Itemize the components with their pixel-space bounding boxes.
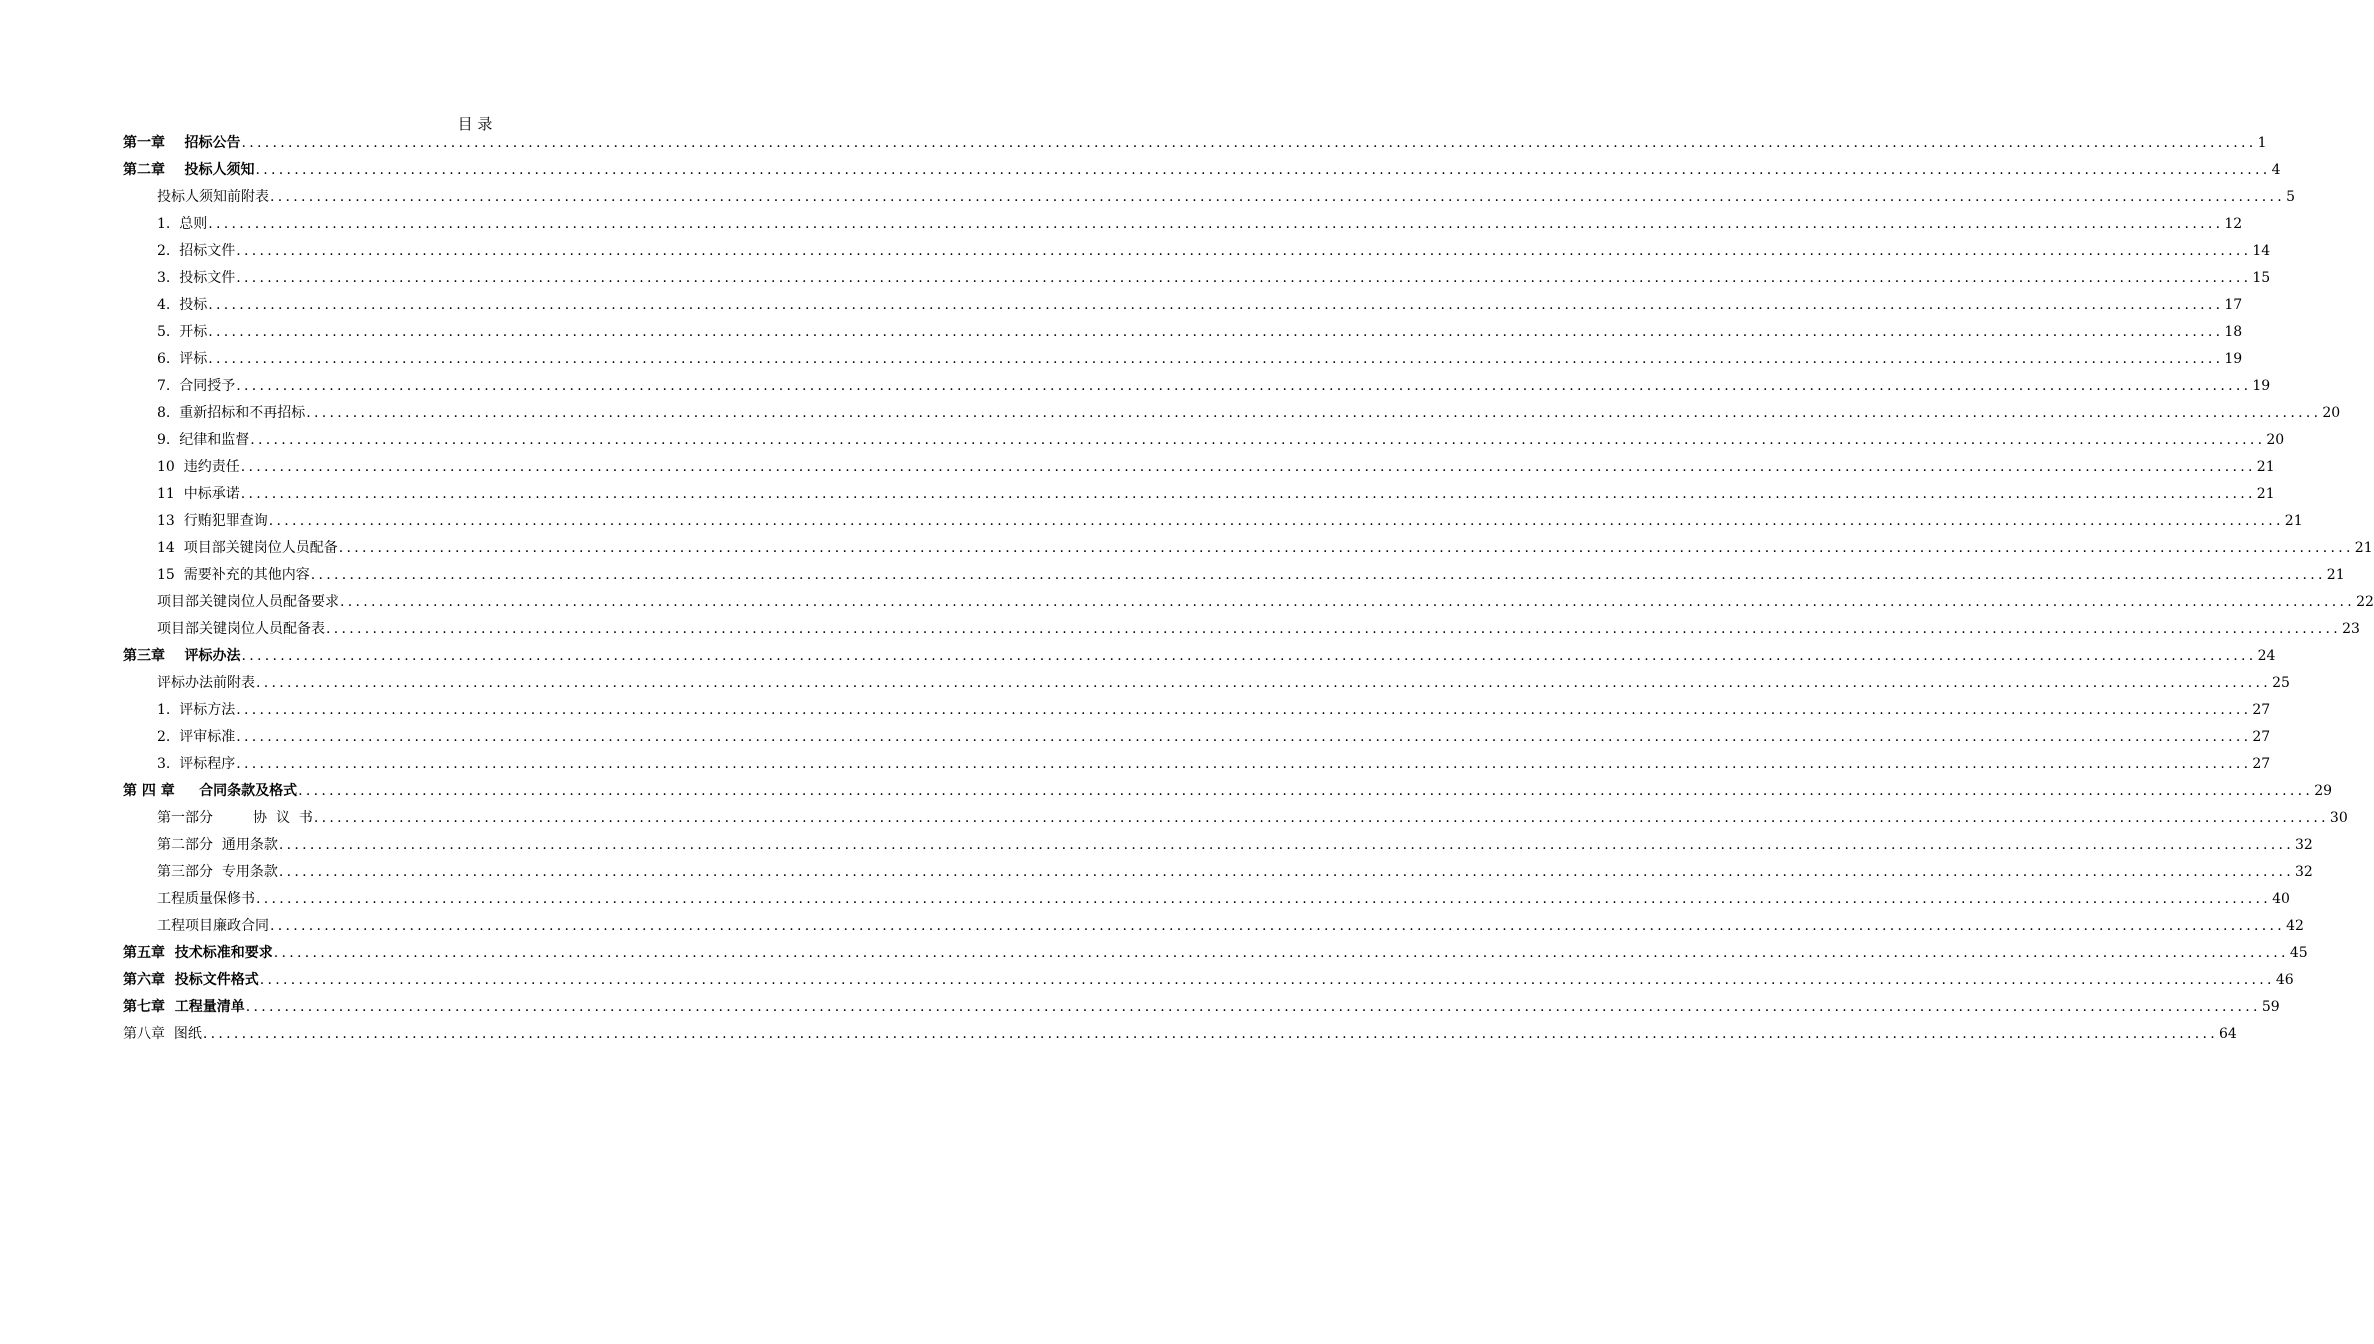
toc-entry[interactable] bbox=[123, 832, 2313, 859]
toc-entry[interactable] bbox=[123, 184, 2295, 211]
toc-entry-page-number: 17 bbox=[2224, 297, 2243, 313]
toc-entry-page-number: 30 bbox=[2329, 810, 2348, 826]
toc-entry-page-number: 32 bbox=[2294, 837, 2313, 853]
toc-entry-page-number: 46 bbox=[2275, 972, 2294, 988]
toc-entry[interactable] bbox=[123, 859, 2313, 886]
toc-entry-page-number: 27 bbox=[2252, 756, 2271, 772]
toc-entry-label: 9. 纪律和监督 bbox=[157, 432, 250, 448]
toc-dot-leader: .................................................................................................................................................................................................................................................................... bbox=[240, 459, 2256, 475]
toc-dot-leader: .................................................................................................................................................................................................................................................................... bbox=[273, 945, 2289, 961]
toc-entry-label: 第 四 章 合同条款及格式 bbox=[123, 783, 298, 799]
toc-dot-leader: .................................................................................................................................................................................................................................................................... bbox=[236, 270, 2252, 286]
toc-dot-leader: .................................................................................................................................................................................................................................................................... bbox=[240, 486, 2256, 502]
toc-dot-leader: .................................................................................................................................................................................................................................................................... bbox=[208, 297, 2224, 313]
toc-dot-leader: .................................................................................................................................................................................................................................................................... bbox=[256, 891, 2272, 907]
toc-entry-page-number: 5 bbox=[2286, 189, 2295, 205]
toc-entry-label: 1. 总则 bbox=[157, 216, 208, 232]
toc-entry[interactable] bbox=[123, 1021, 2237, 1048]
toc-dot-leader: .................................................................................................................................................................................................................................................................... bbox=[278, 864, 2294, 880]
toc-entry-page-number: 15 bbox=[2252, 270, 2271, 286]
toc-entry[interactable] bbox=[123, 508, 2303, 535]
toc-entry-label: 工程项目廉政合同 bbox=[157, 918, 269, 934]
toc-entry-label: 4. 投标 bbox=[157, 297, 208, 313]
toc-entry-page-number: 22 bbox=[2356, 594, 2374, 610]
table-of-contents bbox=[123, 130, 2374, 1048]
toc-entry[interactable] bbox=[123, 778, 2333, 805]
toc-dot-leader: .................................................................................................................................................................................................................................................................... bbox=[278, 837, 2294, 853]
toc-entry-page-number: 20 bbox=[2322, 405, 2341, 421]
toc-entry-label: 2. 招标文件 bbox=[157, 243, 236, 259]
toc-dot-leader: .................................................................................................................................................................................................................................................................... bbox=[306, 405, 2322, 421]
toc-entry-page-number: 23 bbox=[2342, 621, 2360, 637]
toc-dot-leader: .................................................................................................................................................................................................................................................................... bbox=[236, 378, 2252, 394]
toc-entry-page-number: 19 bbox=[2252, 378, 2271, 394]
toc-entry[interactable] bbox=[123, 346, 2243, 373]
toc-dot-leader: .................................................................................................................................................................................................................................................................... bbox=[340, 594, 2356, 610]
toc-entry-page-number: 18 bbox=[2224, 324, 2243, 340]
toc-entry[interactable] bbox=[123, 562, 2345, 589]
toc-dot-leader: .................................................................................................................................................................................................................................................................... bbox=[259, 972, 2275, 988]
toc-entry-label: 11 中标承诺 bbox=[157, 486, 240, 502]
toc-dot-leader: .................................................................................................................................................................................................................................................................... bbox=[245, 999, 2261, 1015]
toc-entry-page-number: 21 bbox=[2354, 540, 2373, 556]
toc-entry[interactable] bbox=[123, 724, 2271, 751]
toc-entry-page-number: 20 bbox=[2266, 432, 2285, 448]
toc-entry-label: 项目部关键岗位人员配备要求 bbox=[157, 594, 339, 610]
toc-dot-leader: .................................................................................................................................................................................................................................................................... bbox=[250, 432, 2266, 448]
toc-entry-page-number: 64 bbox=[2218, 1026, 2237, 1042]
toc-entry-page-number: 45 bbox=[2289, 945, 2308, 961]
toc-dot-leader: .................................................................................................................................................................................................................................................................... bbox=[270, 189, 2286, 205]
toc-entry-label: 第八章 图纸 bbox=[123, 1026, 202, 1042]
toc-entry[interactable] bbox=[123, 751, 2271, 778]
toc-entry-label: 第二部分 通用条款 bbox=[157, 837, 278, 853]
toc-dot-leader: .................................................................................................................................................................................................................................................................... bbox=[326, 621, 2342, 637]
toc-entry-page-number: 42 bbox=[2286, 918, 2304, 934]
toc-entry-page-number: 27 bbox=[2252, 729, 2271, 745]
toc-entry-label: 6. 评标 bbox=[157, 351, 208, 367]
toc-entry[interactable] bbox=[123, 697, 2271, 724]
toc-entry-label: 项目部关键岗位人员配备表 bbox=[157, 621, 325, 637]
toc-entry[interactable] bbox=[123, 427, 2285, 454]
toc-entry-label: 第六章 投标文件格式 bbox=[123, 972, 259, 988]
toc-entry[interactable] bbox=[123, 400, 2341, 427]
toc-entry-page-number: 24 bbox=[2257, 648, 2276, 664]
toc-entry[interactable] bbox=[123, 373, 2271, 400]
toc-entry-label: 3. 投标文件 bbox=[157, 270, 236, 286]
toc-dot-leader: .................................................................................................................................................................................................................................................................... bbox=[256, 675, 2272, 691]
toc-entry-label: 第二章 投标人须知 bbox=[123, 162, 255, 178]
toc-entry[interactable] bbox=[123, 967, 2294, 994]
toc-entry-page-number: 14 bbox=[2252, 243, 2271, 259]
toc-dot-leader: .................................................................................................................................................................................................................................................................... bbox=[338, 540, 2354, 556]
toc-entry-label: 7. 合同授予 bbox=[157, 378, 236, 394]
toc-entry[interactable] bbox=[123, 886, 2290, 913]
toc-entry[interactable] bbox=[123, 238, 2271, 265]
toc-entry-label: 第一章 招标公告 bbox=[123, 135, 241, 151]
toc-entry-label: 第七章 工程量清单 bbox=[123, 999, 245, 1015]
toc-entry[interactable] bbox=[123, 292, 2243, 319]
toc-entry-label: 第三部分 专用条款 bbox=[157, 864, 278, 880]
toc-entry-page-number: 12 bbox=[2224, 216, 2243, 232]
toc-dot-leader: .................................................................................................................................................................................................................................................................... bbox=[236, 243, 2252, 259]
toc-entry-page-number: 21 bbox=[2256, 486, 2275, 502]
toc-entry[interactable] bbox=[123, 994, 2280, 1021]
toc-dot-leader: .................................................................................................................................................................................................................................................................... bbox=[241, 135, 2257, 151]
toc-entry-label: 评标办法前附表 bbox=[157, 675, 255, 691]
toc-entry-label: 15 需要补充的其他内容 bbox=[157, 567, 310, 583]
toc-entry-page-number: 4 bbox=[2271, 162, 2281, 178]
toc-dot-leader: .................................................................................................................................................................................................................................................................... bbox=[236, 756, 2252, 772]
toc-dot-leader: .................................................................................................................................................................................................................................................................... bbox=[202, 1026, 2218, 1042]
toc-entry-page-number: 25 bbox=[2272, 675, 2290, 691]
toc-entry-page-number: 29 bbox=[2314, 783, 2333, 799]
toc-dot-leader: .................................................................................................................................................................................................................................................................... bbox=[310, 567, 2326, 583]
toc-entry-label: 投标人须知前附表 bbox=[157, 189, 269, 205]
toc-entry-page-number: 1 bbox=[2257, 135, 2267, 151]
toc-entry-label: 3. 评标程序 bbox=[157, 756, 236, 772]
toc-dot-leader: .................................................................................................................................................................................................................................................................... bbox=[241, 648, 2257, 664]
toc-entry-page-number: 59 bbox=[2261, 999, 2280, 1015]
toc-entry-label: 10 违约责任 bbox=[157, 459, 240, 475]
toc-entry-page-number: 27 bbox=[2252, 702, 2271, 718]
toc-entry-page-number: 40 bbox=[2272, 891, 2290, 907]
toc-entry-page-number: 21 bbox=[2326, 567, 2345, 583]
toc-dot-leader: .................................................................................................................................................................................................................................................................... bbox=[236, 729, 2252, 745]
toc-entry-label: 第一部分 协 议 书 bbox=[157, 810, 313, 826]
toc-entry[interactable] bbox=[123, 805, 2348, 832]
toc-entry-label: 14 项目部关键岗位人员配备 bbox=[157, 540, 338, 556]
toc-entry[interactable] bbox=[123, 265, 2271, 292]
toc-dot-leader: .................................................................................................................................................................................................................................................................... bbox=[268, 513, 2284, 529]
toc-entry-label: 第五章 技术标准和要求 bbox=[123, 945, 273, 961]
toc-entry[interactable] bbox=[123, 319, 2243, 346]
toc-entry[interactable] bbox=[123, 454, 2275, 481]
toc-entry-label: 13 行贿犯罪查询 bbox=[157, 513, 268, 529]
toc-title: 目 录 bbox=[457, 115, 493, 133]
toc-entry[interactable] bbox=[123, 481, 2275, 508]
toc-entry-label: 工程质量保修书 bbox=[157, 891, 255, 907]
toc-dot-leader: .................................................................................................................................................................................................................................................................... bbox=[255, 162, 2271, 178]
toc-entry[interactable] bbox=[123, 670, 2290, 697]
toc-dot-leader: .................................................................................................................................................................................................................................................................... bbox=[270, 918, 2286, 934]
toc-entry[interactable] bbox=[123, 913, 2304, 940]
toc-entry[interactable] bbox=[123, 616, 2360, 643]
toc-entry[interactable] bbox=[123, 535, 2373, 562]
toc-dot-leader: .................................................................................................................................................................................................................................................................... bbox=[236, 702, 2252, 718]
toc-entry[interactable] bbox=[123, 589, 2374, 616]
toc-entry[interactable] bbox=[123, 211, 2243, 238]
toc-entry-label: 2. 评审标准 bbox=[157, 729, 236, 745]
toc-dot-leader: .................................................................................................................................................................................................................................................................... bbox=[208, 216, 2224, 232]
toc-entry[interactable] bbox=[123, 157, 2281, 184]
toc-entry-label: 第三章 评标办法 bbox=[123, 648, 241, 664]
toc-dot-leader: .................................................................................................................................................................................................................................................................... bbox=[208, 351, 2224, 367]
toc-entry-page-number: 21 bbox=[2256, 459, 2275, 475]
toc-entry[interactable] bbox=[123, 643, 2276, 670]
toc-entry[interactable] bbox=[123, 940, 2308, 967]
toc-entry-label: 8. 重新招标和不再招标 bbox=[157, 405, 306, 421]
toc-dot-leader: .................................................................................................................................................................................................................................................................... bbox=[208, 324, 2224, 340]
toc-entry-label: 5. 开标 bbox=[157, 324, 208, 340]
toc-entry-page-number: 19 bbox=[2224, 351, 2243, 367]
toc-dot-leader: .................................................................................................................................................................................................................................................................... bbox=[313, 810, 2329, 826]
toc-entry[interactable] bbox=[123, 130, 2267, 157]
toc-entry-page-number: 21 bbox=[2284, 513, 2303, 529]
toc-entry-page-number: 32 bbox=[2294, 864, 2313, 880]
toc-entry-label: 1. 评标方法 bbox=[157, 702, 236, 718]
toc-dot-leader: .................................................................................................................................................................................................................................................................... bbox=[298, 783, 2314, 799]
